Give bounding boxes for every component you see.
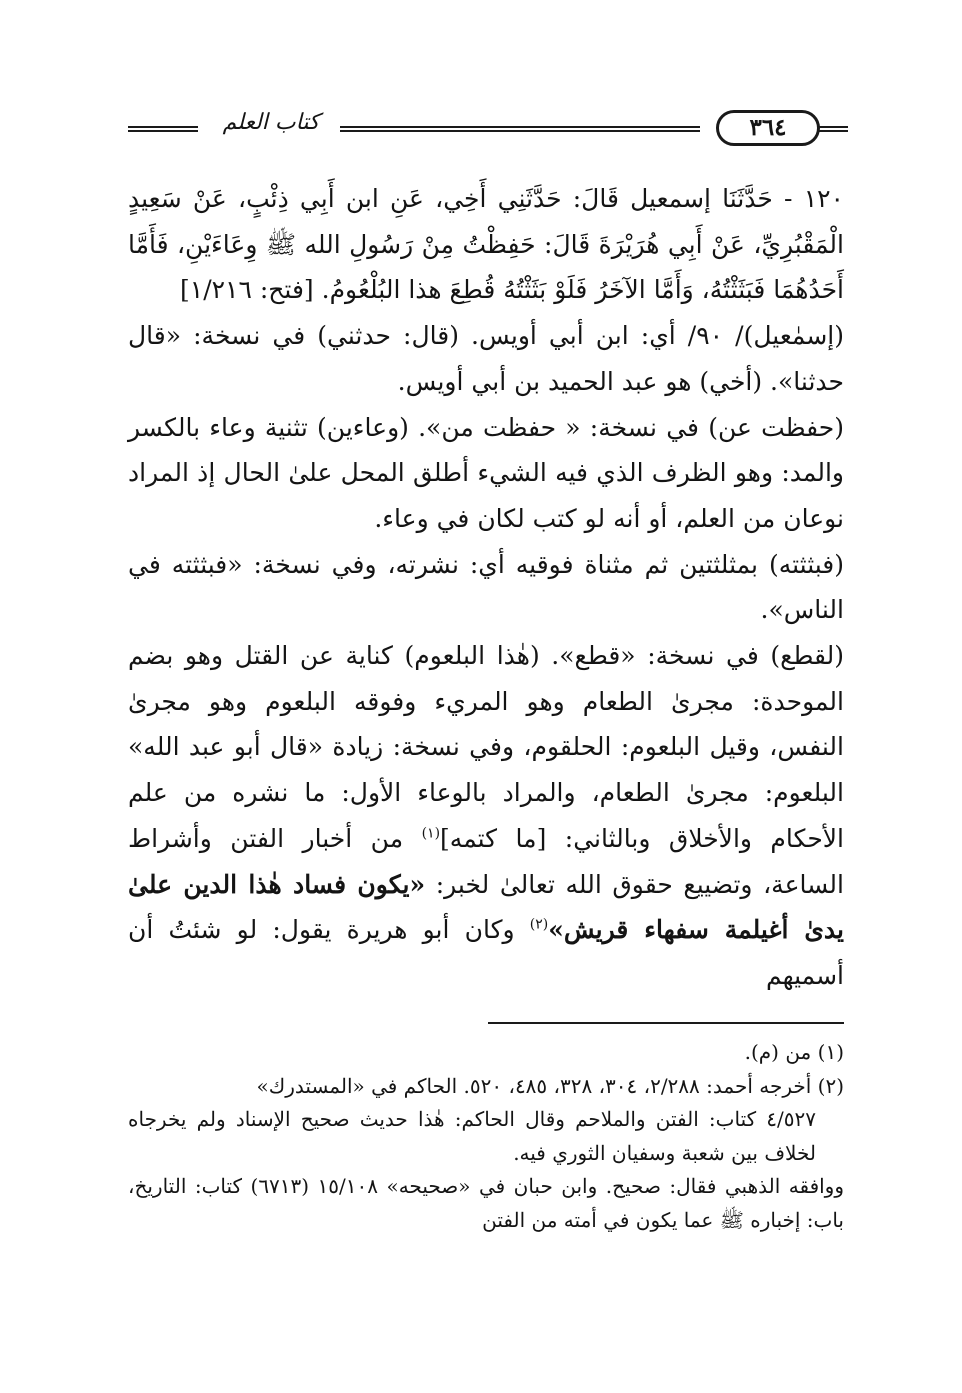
commentary-text-c: وكان أبو هريرة يقول: لو شئتُ أن أسميهم xyxy=(128,915,844,990)
commentary-text-a: (لقطع) في نسخة: «قطع». (هٰذا البلعوم) كناية عن القتل وهو بضم الموحدة: مجرىٰ الطعام وهو المريء وفوقه البلعوم وهو مجرىٰ النفس، وقيل البلعوم: الحلقوم، وفي نسخة: زيادة «قال أبو عبد الله» البلعوم: مجرىٰ الطعام، والمراد بالوعاء الأول: ما نشره من علم الأحكام والأخلاق وبالثاني: [ما كتمه] xyxy=(128,641,844,853)
footnote-2-continued-2: ووافقه الذهبي فقال: صحيح. وابن حبان في «صحيحه» ١٥/١٠٨ (٦٧١٣) كتاب: التاريخ، باب: إخباره ﷺ عما يكون في أمته من الفتن xyxy=(128,1174,845,1232)
quoted-hadith: «يكون فساد هٰذا الدين علىٰ يدىٰ أغيلمة سفهاء قريش» xyxy=(128,869,844,945)
commentary-paragraph-1: (إسمٰعيل)/ ٩٠/ أي: ابن أبي أويس. (قال: حدثني) في نسخة: «قال حدثنا». (أخي) هو عبد الحميد بن أبي أويس. xyxy=(128,321,844,396)
header-rule-right xyxy=(818,126,848,132)
footnote-2: (٢) أخرجه أحمد: ٢/٢٨٨، ٣٠٤، ٣٢٨، ٤٨٥، ٥٢٠. الحاكم في «المستدرك» xyxy=(256,1073,844,1098)
commentary-paragraph-4 xyxy=(128,633,844,999)
main-text xyxy=(128,176,844,999)
commentary-paragraph-3: (فبثثته) بمثلثتين ثم مثناة فوقيه أي: نشرته، وفي نسخة: «فبثثته في الناس». xyxy=(128,549,844,625)
book-title: كتاب العلم xyxy=(222,110,320,135)
footnote-ref-1[interactable]: (١) xyxy=(421,825,441,842)
page-number: ٣٦٤ xyxy=(716,110,820,146)
footnote-ref-2[interactable]: (٢) xyxy=(529,916,549,933)
commentary-paragraph-2: (حفظت عن) في نسخة: « حفظت من». (وعاءين) تثنية وعاء بالكسر والمد: وهو الظرف الذي فيه الشيء أطلق المحل علىٰ الحال إذ المراد نوعان من العلم، أو أنه لو كتب لكان في وعاء. xyxy=(128,412,844,533)
footnote-separator xyxy=(488,1022,844,1024)
commentary-text-b: من أخبار الفتن وأشراط الساعة، وتضييع حقوق الله تعالىٰ لخبر: xyxy=(128,823,844,899)
hadith-paragraph xyxy=(128,176,844,313)
footnotes xyxy=(128,1036,844,1238)
footnote-1: (١) من (م). xyxy=(744,1040,844,1064)
footnote-2-continued: ٤/٥٢٧ كتاب: الفتن والملاحم وقال الحاكم: هٰذا حديث صحيح الإسناد ولم يخرجاه لخلاف بين شعبة وسفيان الثوري فيه. xyxy=(128,1107,816,1165)
hadith-text: ١٢٠ - حَدَّثَنَا إسمعيل قَالَ: حَدَّثَنِي أَخِي، عَنِ ابن أَبِي ذِئْبٍ، عَنْ سَعِيدٍ الْمَقْبُرِيِّ، عَنْ أَبِي هُرَيْرَةَ قَالَ: حَفِظْتُ مِنْ رَسُولِ الله ﷺ وِعَاءَيْنِ، فَأَمَّا أَحَدُهُمَا فَبَثَثْتُهُ، وَأَمَّا الآخَرُ فَلَوْ بَثَثْتُهُ قُطِعَ هذا البُلْعُومُ. [فتح: ١/٢١٦] xyxy=(128,184,844,305)
page-header xyxy=(128,104,848,152)
header-rule-left xyxy=(128,126,198,132)
header-rule-middle xyxy=(340,126,700,132)
